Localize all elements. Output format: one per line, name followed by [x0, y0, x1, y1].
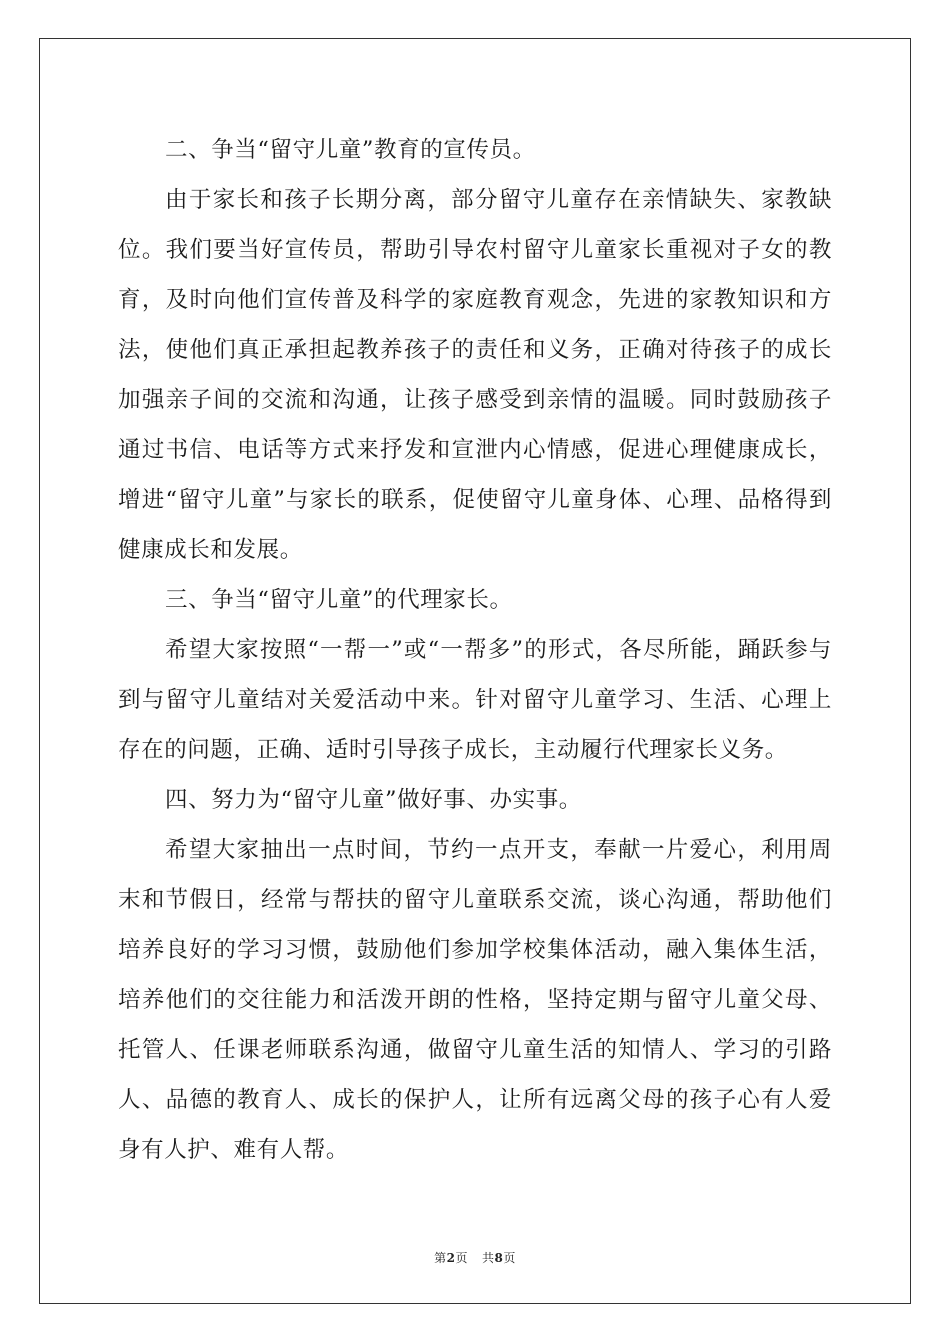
page-footer	[0, 1249, 950, 1266]
paragraph-guardian: 希望大家按照“一帮一”或“一帮多”的形式，各尽所能，踊跃参与到与留守儿童结对关爱活动中来。针对留守儿童学习、生活、心理上存在的问题，正确、适时引导孩子成长，主动履行代理家长义务。	[118, 637, 832, 763]
footer-total-suffix: 页	[503, 1251, 516, 1265]
footer-page-prefix: 第	[434, 1251, 447, 1265]
paragraph-good-deeds: 希望大家抽出一点时间，节约一点开支，奉献一片爱心，利用周末和节假日，经常与帮扶的留守儿童联系交流，谈心沟通，帮助他们培养良好的学习习惯，鼓励他们参加学校集体活动，融入集体生活，培养他们的交往能力和活泼开朗的性格，坚持定期与留守儿童父母、托管人、任课老师联系沟通，做留守儿童生活的知情人、学习的引路人、品德的教育人、成长的保护人，让所有远离父母的孩子心有人爱身有人护、难有人帮。	[118, 837, 832, 1163]
section-heading-2: 二、争当“留守儿童”教育的宣传员。	[165, 137, 536, 163]
paragraph-publicity: 由于家长和孩子长期分离，部分留守儿童存在亲情缺失、家教缺位。我们要当好宣传员，帮助引导农村留守儿童家长重视对子女的教育，及时向他们宣传普及科学的家庭教育观念，先进的家教知识和方法，使他们真正承担起教养孩子的责任和义务，正确对待孩子的成长加强亲子间的交流和沟通，让孩子感受到亲情的温暖。同时鼓励孩子通过书信、电话等方式来抒发和宣泄内心情感，促进心理健康成长，增进“留守儿童”与家长的联系，促使留守儿童身体、心理、品格得到健康成长和发展。	[118, 187, 832, 563]
footer-page-suffix: 页	[455, 1251, 468, 1265]
section-heading-4: 四、努力为“留守儿童”做好事、办实事。	[165, 787, 582, 813]
document-body	[118, 125, 832, 1175]
footer-page-number: 2	[446, 1251, 456, 1265]
section-heading-3: 三、争当“留守儿童”的代理家长。	[165, 587, 513, 613]
footer-total-pages: 8	[494, 1251, 504, 1265]
footer-total-prefix: 共	[482, 1251, 495, 1265]
